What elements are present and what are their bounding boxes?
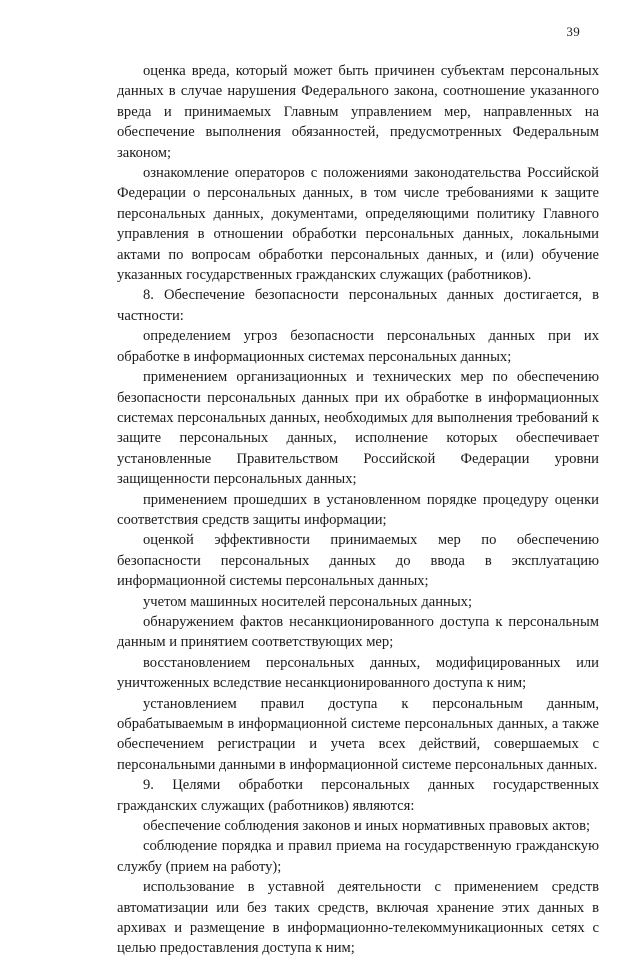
paragraph-certified-protection: применением прошедших в установленном порядке процедуру оценки соответствия средств защиты информации; <box>117 491 599 528</box>
paragraph-access-rules: установлением правил доступа к персональным данным, обрабатываемым в информационной системе персональных данных, а также обеспечением регистрации и учета всех действий, совершаемых с персональными данными в информационной системе персональных данных. <box>117 695 599 773</box>
paragraph-data-restoration: восстановлением персональных данных, модифицированных или уничтоженных вследствие несанкционированного доступа к ним; <box>117 654 599 692</box>
paragraph-hiring-rules: соблюдение порядка и правил приема на государственную гражданскую службу (прием на работу); <box>117 838 599 875</box>
paragraph-operator-familiarization: ознакомление операторов с положениями законодательства Российской Федерации о персональных данных, в том числе требованиями к защите персональных данных, документами, определяющими политику Главного управления в отношении обработки персональных данных, локальными актами по вопросам обработки персональных данных, и (или) обучение указанных государственных гражданских служащих (работников). <box>117 165 599 284</box>
paragraph-law-compliance: обеспечение соблюдения законов и иных нормативных правовых актов; <box>143 818 591 835</box>
paragraph-effectiveness-evaluation: оценкой эффективности принимаемых мер по обеспечению безопасности персональных данных до ввода в эксплуатацию информационной системы персональных данных; <box>117 532 599 590</box>
paragraph-statutory-use: использование в уставной деятельности с применением средств автоматизации или без таких средств, включая хранение этих данных в архивах и размещение в информационно-телекоммуникационных сетях с целью предоставления доступа к ним; <box>117 879 599 957</box>
paragraph-unauthorized-access-detection: обнаружением фактов несанкционированного доступа к персональным данным и принятием соответствующих мер; <box>117 613 599 651</box>
paragraph-threat-identification: определением угроз безопасности персональных данных при их обработке в информационных системах персональных данных; <box>117 328 599 365</box>
paragraph-harm-assessment: оценка вреда, который может быть причинен субъектам персональных данных в случае нарушения Федерального закона, соотношение указанного вреда и принимаемых Главным управлением мер, направленных на обеспечение выполнения обязанностей, предусмотренных Федеральным законом; <box>117 63 599 161</box>
paragraph-media-accounting: учетом машинных носителей персональных данных; <box>143 593 473 610</box>
paragraph-section-8-heading: 8. Обеспечение безопасности персональных данных достигается, в частности: <box>117 287 599 324</box>
paragraph-organizational-measures: применением организационных и технических мер по обеспечению безопасности персональных данных при их обработке в информационных системах персональных данных, необходимых для выполнения требований к защите персональных данных, исполнение которых обеспечивает установленные Правительством Российской Федерации уровни защищенности персональных данных; <box>117 369 599 488</box>
page-number: 39 <box>566 24 580 39</box>
document-body <box>117 61 599 959</box>
paragraph-section-9-heading: 9. Целями обработки персональных данных государственных гражданских служащих (работников) являются: <box>117 777 599 814</box>
